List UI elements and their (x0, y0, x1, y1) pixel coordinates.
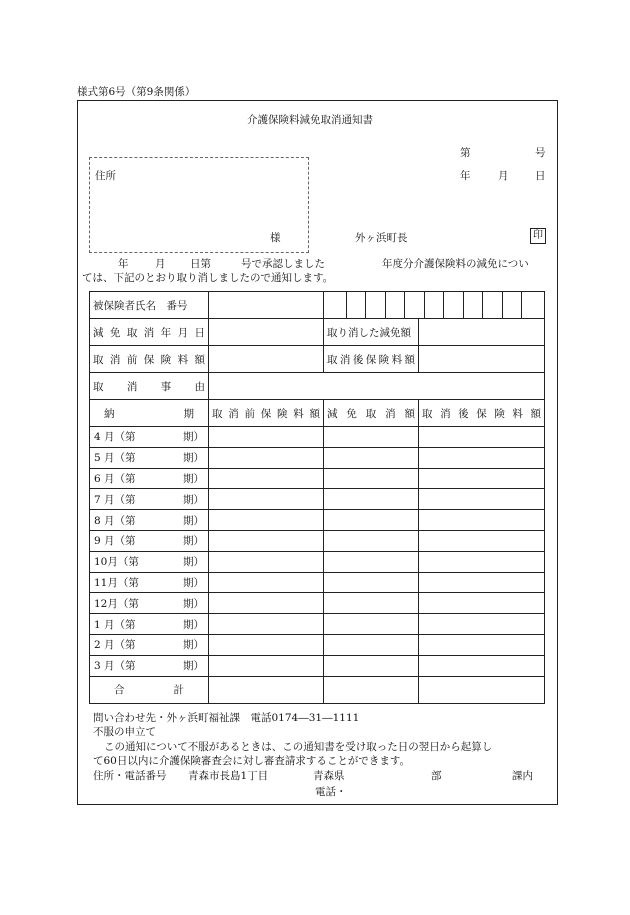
period-month: 1 月（第 (94, 618, 136, 631)
period-cell (90, 530, 209, 551)
amount-cell (209, 593, 324, 614)
period-end: 期） (183, 431, 204, 444)
table-row (90, 551, 545, 572)
amount-cell (419, 447, 545, 468)
amount-cell (419, 510, 545, 531)
amount-cell (419, 655, 545, 676)
total-cell (419, 676, 545, 703)
amount-cell (324, 655, 419, 676)
period-cell (90, 614, 209, 635)
amount-cell (419, 427, 545, 448)
period-month: 2 月（第 (94, 639, 136, 652)
cancel-date-label: 減免取消年月日 (90, 319, 209, 346)
objection-heading: 不服の申立て (93, 726, 156, 738)
footer-section: 課内 (512, 770, 533, 782)
reason-label: 取消事由 (90, 373, 209, 400)
amount-cell (209, 530, 324, 551)
amount-cell (324, 551, 419, 572)
objection-text-line1: この通知について不服があるときは、この通知書を受け取った日の翌日から起算し (104, 741, 493, 753)
intro-approved: 号で承認しました (241, 258, 325, 270)
amount-cell (324, 427, 419, 448)
amount-cell (209, 655, 324, 676)
reason-field (209, 373, 545, 400)
address-label: 住所 (95, 170, 116, 182)
date-day: 日 (535, 170, 546, 182)
table-row (90, 489, 545, 510)
table-row (90, 292, 545, 319)
amount-cell (209, 572, 324, 593)
number-box (502, 292, 521, 318)
table-row (90, 530, 545, 551)
cancelled-reduction-label: 取り消した減免額 (324, 319, 419, 346)
insured-number-boxes (324, 292, 545, 319)
contact-info: 問い合わせ先・外ヶ浜町福祉課 電話0174―31―1111 (93, 712, 360, 724)
table-row (90, 373, 545, 400)
amount-cell (419, 614, 545, 635)
intro-line2: ては、下記のとおり取り消しましたので通知します。 (82, 272, 334, 284)
period-end: 期） (183, 493, 204, 506)
amount-cell (419, 593, 545, 614)
amount-cell (419, 468, 545, 489)
period-cell (90, 655, 209, 676)
period-month: 3 月（第 (94, 660, 136, 673)
document-title: 介護保険料減免取消通知書 (247, 114, 373, 126)
period-cell (90, 572, 209, 593)
period-month: 7 月（第 (94, 493, 136, 506)
number-box (463, 292, 482, 318)
intro-nen: 年 (118, 258, 129, 270)
amount-cell (419, 572, 545, 593)
period-month: 5 月（第 (94, 452, 136, 465)
footer-department: 部 (431, 770, 442, 782)
period-cell (90, 489, 209, 510)
col-header-after: 取消後保険料額 (419, 400, 545, 427)
period-cell (90, 468, 209, 489)
amount-cell (209, 468, 324, 489)
objection-text-line2: て60日以内に介護保険審査会に対し審査請求することができます。 (93, 755, 411, 767)
cancelled-reduction-field (419, 319, 545, 346)
amount-cell (324, 489, 419, 510)
insured-name-field (209, 292, 324, 319)
period-cell (90, 551, 209, 572)
number-box (346, 292, 365, 318)
total-label: 合計 (90, 676, 209, 703)
footer-prefecture: 青森県 (313, 770, 345, 782)
recipient-honorific: 様 (270, 232, 281, 244)
table-row (90, 655, 545, 676)
period-cell (90, 447, 209, 468)
col-header-before: 取消前保険料額 (209, 400, 324, 427)
date-month: 月 (498, 170, 509, 182)
premium-after-field (419, 346, 545, 373)
doc-number-go: 号 (535, 147, 546, 159)
period-month: 8 月（第 (94, 514, 136, 527)
col-header-period: 納期 (90, 400, 209, 427)
period-month: 11月（第 (94, 576, 139, 589)
amount-cell (324, 530, 419, 551)
date-year: 年 (460, 170, 471, 182)
period-month: 10月（第 (94, 556, 139, 569)
amount-cell (324, 468, 419, 489)
premium-after-label: 取消後保険料額 (324, 346, 419, 373)
period-end: 期） (183, 472, 204, 485)
period-month: 12月（第 (94, 597, 139, 610)
cancel-date-field (209, 319, 324, 346)
total-cell (209, 676, 324, 703)
table-row (90, 427, 545, 448)
number-box (483, 292, 502, 318)
total-cell (324, 676, 419, 703)
amount-cell (419, 551, 545, 572)
issuer-name: 外ヶ浜町長 (355, 232, 408, 244)
period-month: 9 月（第 (94, 535, 136, 548)
amount-cell (419, 634, 545, 655)
table-header-row (90, 400, 545, 427)
footer-address: 青森市長島1丁目 (188, 770, 269, 782)
number-box (424, 292, 443, 318)
amount-cell (324, 614, 419, 635)
table-total-row (90, 676, 545, 703)
footer-label: 住所・電話番号 (93, 770, 167, 782)
period-end: 期） (183, 639, 204, 652)
table-row (90, 614, 545, 635)
amount-cell (324, 510, 419, 531)
period-end: 期） (183, 660, 204, 673)
number-box (385, 292, 404, 318)
seal-mark: 印 (530, 228, 546, 244)
period-cell (90, 634, 209, 655)
period-month: 6 月（第 (94, 472, 136, 485)
amount-cell (209, 447, 324, 468)
number-box (444, 292, 463, 318)
amount-cell (324, 447, 419, 468)
table-row (90, 593, 545, 614)
period-end: 期） (183, 576, 204, 589)
amount-cell (324, 572, 419, 593)
number-box (405, 292, 424, 318)
table-row (90, 468, 545, 489)
table-row (90, 447, 545, 468)
amount-cell (209, 427, 324, 448)
amount-cell (209, 489, 324, 510)
amount-cell (209, 614, 324, 635)
period-cell (90, 593, 209, 614)
insured-name-number-label: 被保険者氏名 番号 (90, 292, 209, 319)
amount-cell (324, 593, 419, 614)
amount-cell (209, 634, 324, 655)
period-end: 期） (183, 556, 204, 569)
reduction-cancel-table (89, 291, 545, 704)
amount-cell (209, 551, 324, 572)
period-end: 期） (183, 452, 204, 465)
number-box (327, 292, 346, 318)
col-header-cancel: 減免取消額 (324, 400, 419, 427)
period-end: 期） (183, 514, 204, 527)
premium-before-label: 取消前保険料額 (90, 346, 209, 373)
table-row (90, 346, 545, 373)
intro-tsuki: 月 (155, 258, 166, 270)
table-row (90, 319, 545, 346)
number-box (522, 292, 541, 318)
intro-tail: 年度分介護保険料の減免につい (382, 258, 529, 270)
amount-cell (324, 634, 419, 655)
amount-cell (419, 530, 545, 551)
table-row (90, 634, 545, 655)
footer-phone: 電話・ (315, 786, 347, 798)
number-box (366, 292, 385, 318)
period-cell (90, 427, 209, 448)
amount-cell (419, 489, 545, 510)
premium-before-field (209, 346, 324, 373)
form-id: 様式第6号（第9条関係） (77, 86, 196, 98)
period-end: 期） (183, 597, 204, 610)
table-row (90, 510, 545, 531)
table-row (90, 572, 545, 593)
intro-hidai: 日第 (190, 258, 211, 270)
period-end: 期） (183, 535, 204, 548)
amount-cell (209, 510, 324, 531)
period-month: 4 月（第 (94, 431, 136, 444)
period-cell (90, 510, 209, 531)
period-end: 期） (183, 618, 204, 631)
doc-number-dai: 第 (460, 147, 471, 159)
